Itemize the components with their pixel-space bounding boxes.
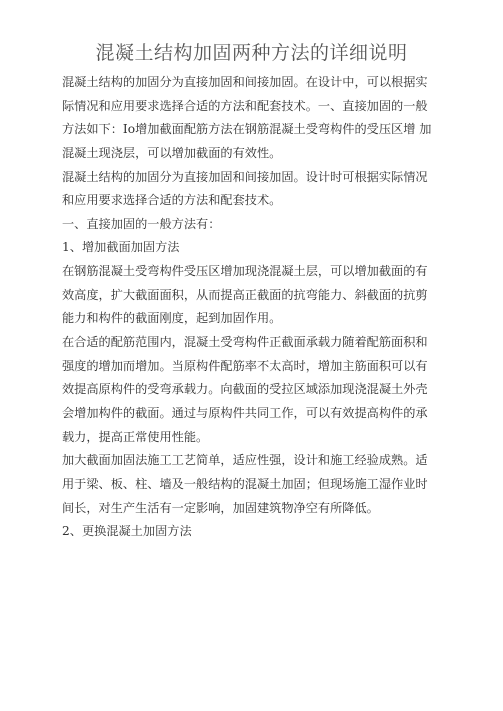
text-line-4: 混凝土现浇层，可以增加截面的有效性。 <box>62 145 282 160</box>
text-line-19: 间长，对生产生活有一定影响，加固建筑物净空有所降低。 <box>62 500 379 515</box>
text-line-6: 和应用要求选择合适的方法和配套技术。 <box>62 193 282 208</box>
text-line-10: 效高度，扩大截面面积，从而提高正截面的抗弯能力、斜截面的抗剪 <box>62 287 428 302</box>
text-line-17: 加大截面加固法施工工艺简单，适应性强，设计和施工经验成熟。适 <box>62 453 428 468</box>
text-line-14: 效提高原构件的受弯承载力。向截面的受拉区域添加现浇混凝土外壳 <box>62 382 428 397</box>
text-line-5: 混凝土结构的加固分为直接加固和间接加固。设计时可根据实际情况 <box>62 169 428 184</box>
text-line-16: 载力，提高正常使用性能。 <box>62 429 209 444</box>
text-line-3: 方法如下：Io增加截面配筋方法在钢筋混凝土受弯构件的受压区增 加 <box>62 122 432 137</box>
subsection-heading-1: 1、增加截面加固方法 <box>62 240 180 255</box>
text-line-13: 强度的增加而增加。当原构件配筋率不太高时，增加主筋面积可以有 <box>62 358 428 373</box>
text-line-11: 能力和构件的截面刚度，起到加固作用。 <box>62 311 282 326</box>
document-body <box>62 71 442 544</box>
text-line-12: 在合适的配筋范围内，混凝土受弯构件正截面承载力随着配筋面积和 <box>62 335 428 350</box>
text-line-15: 会增加构件的截面。通过与原构件共同工作，可以有效提高构件的承 <box>62 405 428 420</box>
subsection-heading-2: 2、更换混凝土加固方法 <box>62 524 192 539</box>
text-line-9: 在钢筋混凝土受弯构件受压区增加现浇混凝土层，可以增加截面的有 <box>62 264 428 279</box>
text-line-1: 混凝土结构的加固分为直接加固和间接加固。在设计中，可以根据实 <box>62 75 428 89</box>
section-heading-direct-reinforcement: 一、直接加固的一般方法有： <box>62 216 221 231</box>
text-line-18: 用于梁、板、柱、墙及一般结构的混凝土加固；但现场施工湿作业时 <box>62 476 428 491</box>
document-title: 混凝土结构加固两种方法的详细说明 <box>95 42 408 64</box>
text-line-2: 际情况和应用要求选择合适的方法和配套技术。一、直接加固的一般 <box>62 98 428 113</box>
